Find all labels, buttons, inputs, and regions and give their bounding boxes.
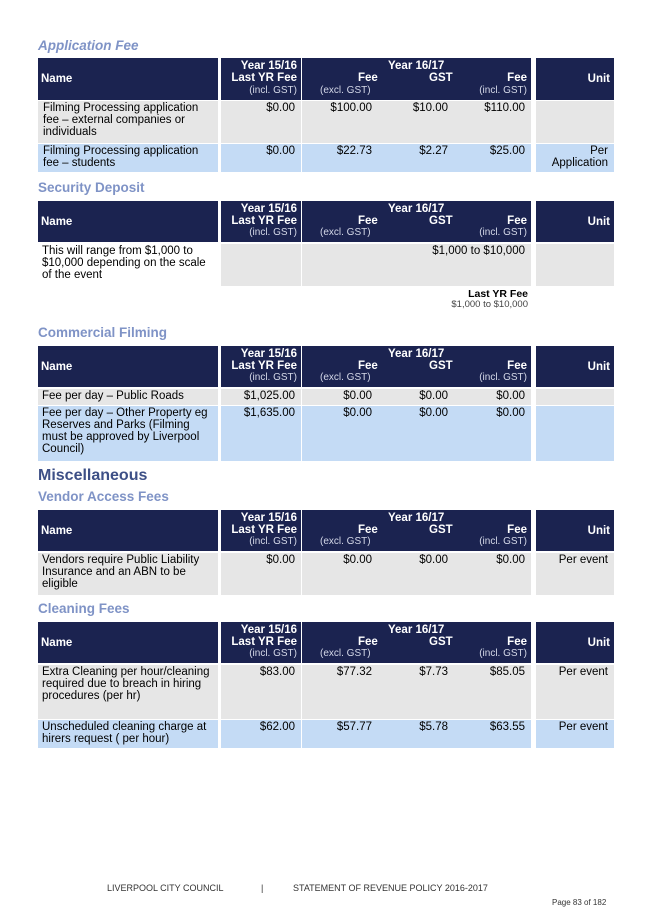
row-gst: $0.00 (378, 406, 454, 461)
header-year1617-cell (302, 201, 531, 242)
header-year1516: Year 15/16 (240, 348, 297, 360)
section-heading-vendor-access-fees: Vendor Access Fees (38, 489, 169, 504)
header-year1516: Year 15/16 (240, 624, 297, 636)
header-name: Name (41, 216, 73, 228)
row-gst: $0.00 (378, 553, 454, 595)
header-name: Name (41, 73, 73, 85)
row-fee: $100.00 (302, 101, 378, 143)
header-incl-gst-2: (incl. GST) (479, 227, 527, 238)
row-unit: Per event (536, 553, 614, 595)
row-gst: $2.27 (378, 144, 454, 172)
header-gst: GST (429, 524, 453, 536)
section-heading-miscellaneous: Miscellaneous (38, 467, 148, 484)
row-fee-incl: $110.00 (454, 101, 531, 143)
header-unit: Unit (587, 73, 610, 85)
row-fee-incl: $0.00 (454, 389, 531, 405)
row-last-yr-fee: $83.00 (221, 665, 301, 719)
header-excl-gst: (excl. GST) (320, 227, 371, 238)
header-fee: Fee (358, 72, 378, 84)
header-last-yr-fee: Last YR Fee (231, 360, 297, 372)
header-last-yr-fee: Last YR Fee (231, 636, 297, 648)
row-unit (536, 389, 614, 405)
row-name: This will range from $1,000 to $10,000 depending on the scale of the event (42, 245, 206, 281)
header-name-cell (38, 622, 218, 663)
row-fee: $57.77 (302, 720, 378, 748)
header-year1516-cell (221, 346, 301, 387)
header-incl-gst: (incl. GST) (249, 227, 297, 238)
header-excl-gst: (excl. GST) (320, 648, 371, 659)
row-fee-incl: $0.00 (454, 553, 531, 595)
header-fee-incl: Fee (507, 636, 527, 648)
row-name: Fee per day – Public Roads (38, 389, 218, 405)
row-last-yr-fee (221, 244, 301, 286)
footer-org: LIVERPOOL CITY COUNCIL (107, 883, 224, 893)
header-excl-gst: (excl. GST) (320, 372, 371, 383)
header-year1617: Year 16/17 (388, 60, 445, 72)
header-name-cell (38, 346, 218, 387)
row-name: Vendors require Public Liability Insurance and an ABN to be eligible (38, 553, 218, 595)
header-incl-gst: (incl. GST) (249, 536, 297, 547)
row-name: Filming Processing application fee – external companies or individuals (38, 101, 218, 143)
header-year1516-cell (221, 58, 301, 100)
row-unit (536, 101, 614, 143)
row-fee: $0.00 (302, 553, 378, 595)
header-year1617: Year 16/17 (388, 512, 445, 524)
footer-page-number: Page 83 of 182 (552, 898, 607, 907)
header-unit: Unit (587, 361, 610, 373)
header-incl-gst-2: (incl. GST) (479, 536, 527, 547)
row-fee: $77.32 (302, 665, 378, 719)
section-heading-application-fee: Application Fee (38, 38, 139, 53)
header-unit-cell (536, 346, 614, 387)
header-incl-gst-2: (incl. GST) (479, 85, 527, 96)
note-last-yr-fee-label: Last YR Fee (468, 288, 528, 300)
header-year1516-cell (221, 201, 301, 242)
row-gst: $0.00 (378, 389, 454, 405)
header-gst: GST (429, 360, 453, 372)
header-fee: Fee (358, 524, 378, 536)
header-year1617: Year 16/17 (388, 348, 445, 360)
header-name: Name (41, 637, 73, 649)
section-heading-cleaning-fees: Cleaning Fees (38, 601, 130, 616)
header-incl-gst-2: (incl. GST) (479, 372, 527, 383)
row-name: Fee per day – Other Property eg Reserves and Parks (Filming must be approved by Liverpool Council) (38, 406, 218, 461)
row-name: Unscheduled cleaning charge at hirers request ( per hour) (38, 720, 218, 748)
header-incl-gst: (incl. GST) (249, 372, 297, 383)
header-name: Name (41, 361, 73, 373)
header-unit-cell (536, 622, 614, 663)
header-name-cell (38, 58, 218, 100)
row-last-yr-fee: $0.00 (221, 101, 301, 143)
header-last-yr-fee: Last YR Fee (231, 72, 297, 84)
row-fee-incl: $0.00 (454, 406, 531, 461)
section-heading-security-deposit: Security Deposit (38, 180, 145, 195)
row-name: Filming Processing application fee – students (38, 144, 218, 172)
header-name-cell (38, 201, 218, 242)
row-gst: $7.73 (378, 665, 454, 719)
row-gst: $5.78 (378, 720, 454, 748)
header-unit: Unit (587, 216, 610, 228)
row-unit (536, 406, 614, 461)
header-fee: Fee (358, 360, 378, 372)
header-unit-cell (536, 58, 614, 100)
row-unit: Per event (536, 720, 614, 748)
header-year1516: Year 15/16 (240, 60, 297, 72)
row-unit (536, 244, 614, 286)
row-fee: $22.73 (302, 144, 378, 172)
header-fee-incl: Fee (507, 72, 527, 84)
row-unit: Per event (536, 665, 614, 719)
header-year1617: Year 16/17 (388, 624, 445, 636)
header-incl-gst: (incl. GST) (249, 648, 297, 659)
section-heading-commercial-filming: Commercial Filming (38, 325, 168, 340)
row-name: Extra Cleaning per hour/cleaning required due to breach in hiring procedures (per hr) (38, 665, 218, 719)
header-name: Name (41, 525, 73, 537)
header-fee-incl: Fee (507, 524, 527, 536)
header-fee: Fee (358, 215, 378, 227)
header-incl-gst-2: (incl. GST) (479, 648, 527, 659)
row-unit: Per Application (536, 144, 614, 172)
header-year1617-cell (302, 622, 531, 663)
row-range: $1,000 to $10,000 (302, 244, 531, 286)
header-year1617-cell (302, 510, 531, 551)
row-last-yr-fee: $0.00 (221, 553, 301, 595)
header-unit-cell (536, 510, 614, 551)
header-unit: Unit (587, 637, 610, 649)
row-fee: $0.00 (302, 389, 378, 405)
row-fee-incl: $63.55 (454, 720, 531, 748)
row-gst: $10.00 (378, 101, 454, 143)
row-last-yr-fee: $0.00 (221, 144, 301, 172)
header-gst: GST (429, 215, 453, 227)
row-fee: $0.00 (302, 406, 378, 461)
row-fee-incl: $85.05 (454, 665, 531, 719)
row-last-yr-fee: $1,025.00 (221, 389, 301, 405)
header-year1617-cell (302, 346, 531, 387)
header-year1617-cell (302, 58, 531, 100)
header-fee-incl: Fee (507, 215, 527, 227)
note-last-yr-fee-value: $1,000 to $10,000 (451, 299, 528, 310)
header-gst: GST (429, 72, 453, 84)
header-excl-gst: (excl. GST) (320, 85, 371, 96)
row-last-yr-fee: $1,635.00 (221, 406, 301, 461)
header-year1516: Year 15/16 (240, 203, 297, 215)
header-year1617: Year 16/17 (388, 203, 445, 215)
header-name-cell (38, 510, 218, 551)
header-year1516-cell (221, 622, 301, 663)
header-unit-cell (536, 201, 614, 242)
header-last-yr-fee: Last YR Fee (231, 524, 297, 536)
footer-document-title: STATEMENT OF REVENUE POLICY 2016-2017 (293, 883, 488, 893)
footer-separator: | (261, 883, 264, 893)
header-unit: Unit (587, 525, 610, 537)
header-gst: GST (429, 636, 453, 648)
header-year1516: Year 15/16 (240, 512, 297, 524)
header-year1516-cell (221, 510, 301, 551)
header-last-yr-fee: Last YR Fee (231, 215, 297, 227)
row-last-yr-fee: $62.00 (221, 720, 301, 748)
header-excl-gst: (excl. GST) (320, 536, 371, 547)
row-fee-incl: $25.00 (454, 144, 531, 172)
header-fee: Fee (358, 636, 378, 648)
header-fee-incl: Fee (507, 360, 527, 372)
header-incl-gst: (incl. GST) (249, 85, 297, 96)
